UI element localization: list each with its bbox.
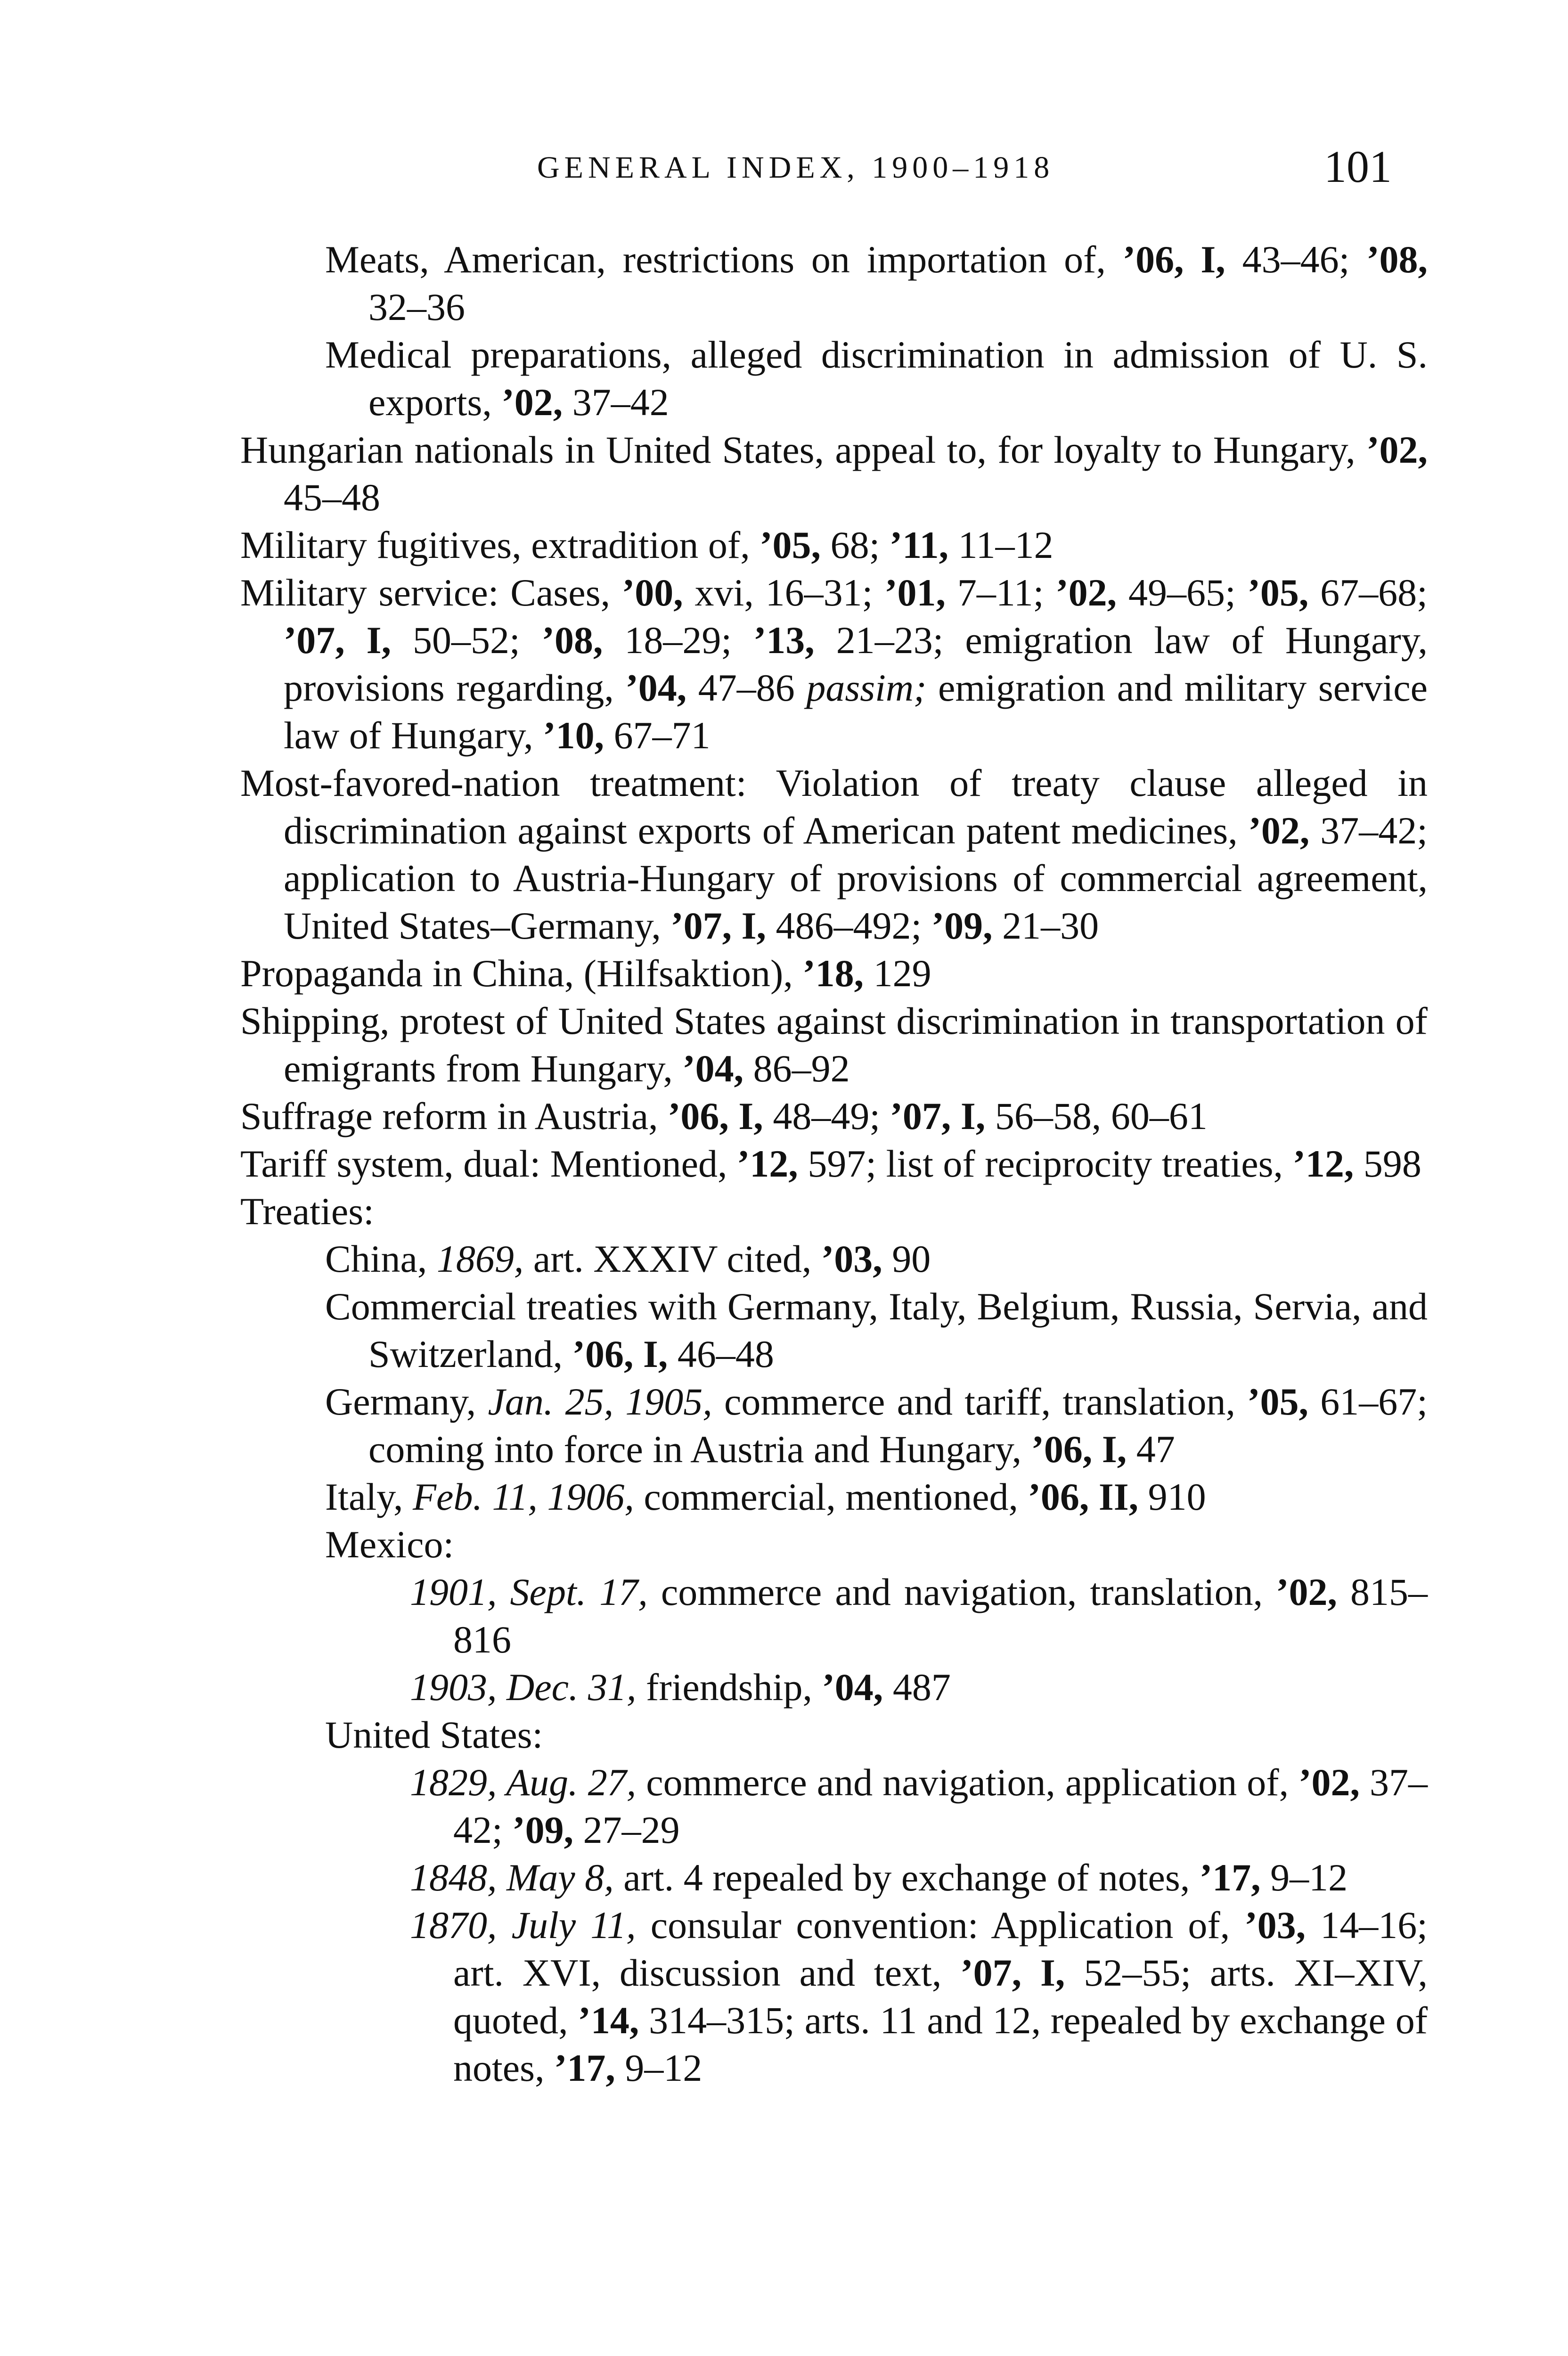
volume-reference: ’12, <box>737 1142 798 1185</box>
index-entry <box>410 1901 1428 2092</box>
entry-text: Mexico: <box>325 1523 454 1566</box>
entry-text: 9–12 <box>615 2046 702 2089</box>
entry-text: 14–16; art. XVI, discussion and text, <box>453 1904 1428 1994</box>
entry-text: 27–29 <box>573 1808 680 1851</box>
volume-reference: ’06, I, <box>668 1095 763 1137</box>
running-title: GENERAL INDEX, 1900–1918 <box>537 150 1054 185</box>
entry-text: 486–492; <box>766 904 931 947</box>
italic-text: 1869, <box>436 1237 524 1280</box>
entry-text: Hungarian nationals in United States, appeal to, for loyalty to Hungary, <box>240 428 1367 471</box>
volume-reference: ’00, <box>621 571 683 614</box>
volume-reference: ’08, <box>541 619 603 662</box>
volume-reference: ’06, I, <box>572 1333 668 1375</box>
entry-text: 815–816 <box>453 1571 1428 1661</box>
entry-text: 37–42; application to Austria-Hungary of provisions of commercial agreement, United States–Germany, <box>284 809 1428 947</box>
volume-reference: ’09, <box>512 1808 574 1851</box>
entry-text: 598 <box>1354 1142 1421 1185</box>
entry-text: 90 <box>882 1237 931 1280</box>
entry-text: 314–315; arts. 11 and 12, repealed by exchange of notes, <box>453 1999 1428 2089</box>
volume-reference: ’02, <box>1298 1761 1360 1804</box>
index-entry <box>410 1759 1428 1854</box>
volume-reference: ’05, <box>1247 1380 1309 1423</box>
entry-text: 50–52; <box>391 619 542 662</box>
entry-text: Commercial treaties with Germany, Italy, Belgium, Russia, Servia, and Switzerland, <box>325 1285 1428 1375</box>
index-entry <box>240 426 1428 521</box>
italic-text: 1848, May 8, <box>410 1856 614 1899</box>
volume-reference: ’06, I, <box>1122 238 1225 281</box>
entry-text: 56–58, 60–61 <box>985 1095 1208 1137</box>
entry-text: 46–48 <box>668 1333 774 1375</box>
entry-text: consular convention: Application of, <box>636 1904 1245 1947</box>
volume-reference: ’11, <box>889 524 949 566</box>
volume-reference: ’05, <box>760 524 821 566</box>
entry-text: 47–86 <box>686 666 807 709</box>
italic-text: passim; <box>806 666 927 709</box>
entry-text: Medical preparations, alleged discrimination in admission of U. S. exports, <box>325 333 1428 424</box>
entry-text: emigration and military service law of Hungary, <box>284 666 1428 757</box>
entry-text: Germany, <box>325 1380 488 1423</box>
entry-text: 7–11; <box>946 571 1056 614</box>
volume-reference: ’03, <box>1244 1904 1306 1947</box>
volume-reference: ’07, I, <box>284 619 392 662</box>
entry-text: 597; list of reciprocity treaties, <box>798 1142 1293 1185</box>
volume-reference: ’02, <box>1276 1571 1337 1613</box>
index-entry <box>240 1092 1428 1140</box>
volume-reference: ’01, <box>884 571 946 614</box>
volume-reference: ’04, <box>625 666 687 709</box>
italic-text: Feb. 11, 1906, <box>412 1475 634 1518</box>
volume-reference: ’17, <box>554 2046 615 2089</box>
volume-reference: ’04, <box>682 1047 744 1090</box>
entry-text: 52–55; arts. XI–XIV, quoted, <box>453 1951 1428 2042</box>
entry-text: xvi, 16–31; <box>683 571 885 614</box>
entry-text: 61–67; coming into force in Austria and Hungary, <box>368 1380 1428 1471</box>
entry-text: commercial, mentioned, <box>634 1475 1028 1518</box>
volume-reference: ’06, II, <box>1028 1475 1139 1518</box>
entry-text: Meats, American, restrictions on importation of, <box>325 238 1123 281</box>
entry-text: 37–42; <box>453 1761 1428 1851</box>
volume-reference: ’02, <box>1248 809 1310 852</box>
volume-reference: ’02, <box>1366 428 1428 471</box>
entry-text: Propaganda in China, (Hilfsaktion), <box>240 952 803 995</box>
volume-reference: ’07, I, <box>890 1095 986 1137</box>
entry-text: 910 <box>1138 1475 1206 1518</box>
entry-text: 49–65; <box>1117 571 1248 614</box>
index-entry <box>240 569 1428 759</box>
entry-text: 86–92 <box>743 1047 850 1090</box>
entry-text: commerce and navigation, application of, <box>636 1761 1299 1804</box>
index-entry <box>410 1854 1428 1901</box>
index-entry <box>240 521 1428 569</box>
page-number: 101 <box>1324 141 1392 192</box>
volume-reference: ’05, <box>1247 571 1309 614</box>
volume-reference: ’02, <box>501 381 563 424</box>
entry-text: Tariff system, dual: Mentioned, <box>240 1142 737 1185</box>
entry-text: United States: <box>325 1713 543 1756</box>
volume-reference: ’07, I, <box>670 904 767 947</box>
index-entry <box>325 1521 1428 1568</box>
index-entry <box>325 236 1428 331</box>
entry-text: 45–48 <box>284 476 380 519</box>
entry-text: 47 <box>1127 1428 1175 1471</box>
entry-text: China, <box>325 1237 437 1280</box>
entry-text: 43–46; <box>1225 238 1367 281</box>
entry-text: 67–71 <box>604 714 710 757</box>
index-entry <box>325 1235 1428 1283</box>
volume-reference: ’06, I, <box>1031 1428 1127 1471</box>
index-entry <box>240 949 1428 997</box>
entry-text: Italy, <box>325 1475 413 1518</box>
index-entry <box>325 1473 1428 1521</box>
volume-reference: ’07, I, <box>960 1951 1065 1994</box>
index-entry <box>240 997 1428 1092</box>
index-entry <box>325 1378 1428 1473</box>
volume-reference: ’10, <box>543 714 604 757</box>
entry-text: 32–36 <box>368 286 465 328</box>
index-entries <box>240 236 1428 2092</box>
entry-text: Military service: Cases, <box>240 571 622 614</box>
volume-reference: ’02, <box>1055 571 1117 614</box>
entry-text: 9–12 <box>1260 1856 1348 1899</box>
entry-text: friendship, <box>636 1666 822 1709</box>
entry-text: 18–29; <box>603 619 753 662</box>
volume-reference: ’09, <box>931 904 993 947</box>
italic-text: 1829, Aug. 27, <box>410 1761 637 1804</box>
index-entry <box>325 1283 1428 1378</box>
index-entry <box>325 1711 1428 1759</box>
entry-text: Military fugitives, extradition of, <box>240 524 760 566</box>
volume-reference: ’13, <box>753 619 815 662</box>
entry-text: 37–42 <box>563 381 669 424</box>
italic-text: 1870, July 11, <box>410 1904 636 1947</box>
entry-text: commerce and navigation, translation, <box>647 1571 1276 1613</box>
entry-text: 129 <box>864 952 931 995</box>
volume-reference: ’18, <box>802 952 864 995</box>
index-entry <box>240 759 1428 949</box>
entry-text: Treaties: <box>240 1190 374 1233</box>
index-entry <box>325 331 1428 426</box>
volume-reference: ’03, <box>821 1237 882 1280</box>
volume-reference: ’04, <box>822 1666 883 1709</box>
entry-text: 67–68; <box>1308 571 1428 614</box>
volume-reference: ’08, <box>1366 238 1428 281</box>
index-entry <box>240 1187 1428 1235</box>
entry-text: art. 4 repealed by exchange of notes, <box>613 1856 1200 1899</box>
entry-text: 48–49; <box>763 1095 890 1137</box>
volume-reference: ’17, <box>1199 1856 1261 1899</box>
volume-reference: ’12, <box>1292 1142 1354 1185</box>
entry-text: 68; <box>821 524 890 566</box>
volume-reference: ’14, <box>578 1999 639 2042</box>
entry-text: commerce and tariff, translation, <box>712 1380 1248 1423</box>
italic-text: 1903, Dec. 31, <box>410 1666 637 1709</box>
entry-text: 487 <box>883 1666 951 1709</box>
entry-text: 21–23; emigration law of Hungary, provisions regarding, <box>284 619 1428 709</box>
entry-text: 11–12 <box>948 524 1054 566</box>
entry-text: Suffrage reform in Austria, <box>240 1095 668 1137</box>
index-entry <box>240 1140 1428 1187</box>
italic-text: Jan. 25, 1905, <box>488 1380 712 1423</box>
entry-text: 21–30 <box>992 904 1099 947</box>
index-entry <box>410 1568 1428 1663</box>
entry-text: Shipping, protest of United States against discrimination in transportation of emigrants from Hungary, <box>240 999 1428 1090</box>
entry-text: Most-favored-nation treatment: Violation of treaty clause alleged in discrimination against exports of American patent medicines, <box>240 761 1428 852</box>
italic-text: 1901, Sept. 17, <box>410 1571 648 1613</box>
index-entry <box>410 1663 1428 1711</box>
entry-text: art. XXXIV cited, <box>523 1237 821 1280</box>
